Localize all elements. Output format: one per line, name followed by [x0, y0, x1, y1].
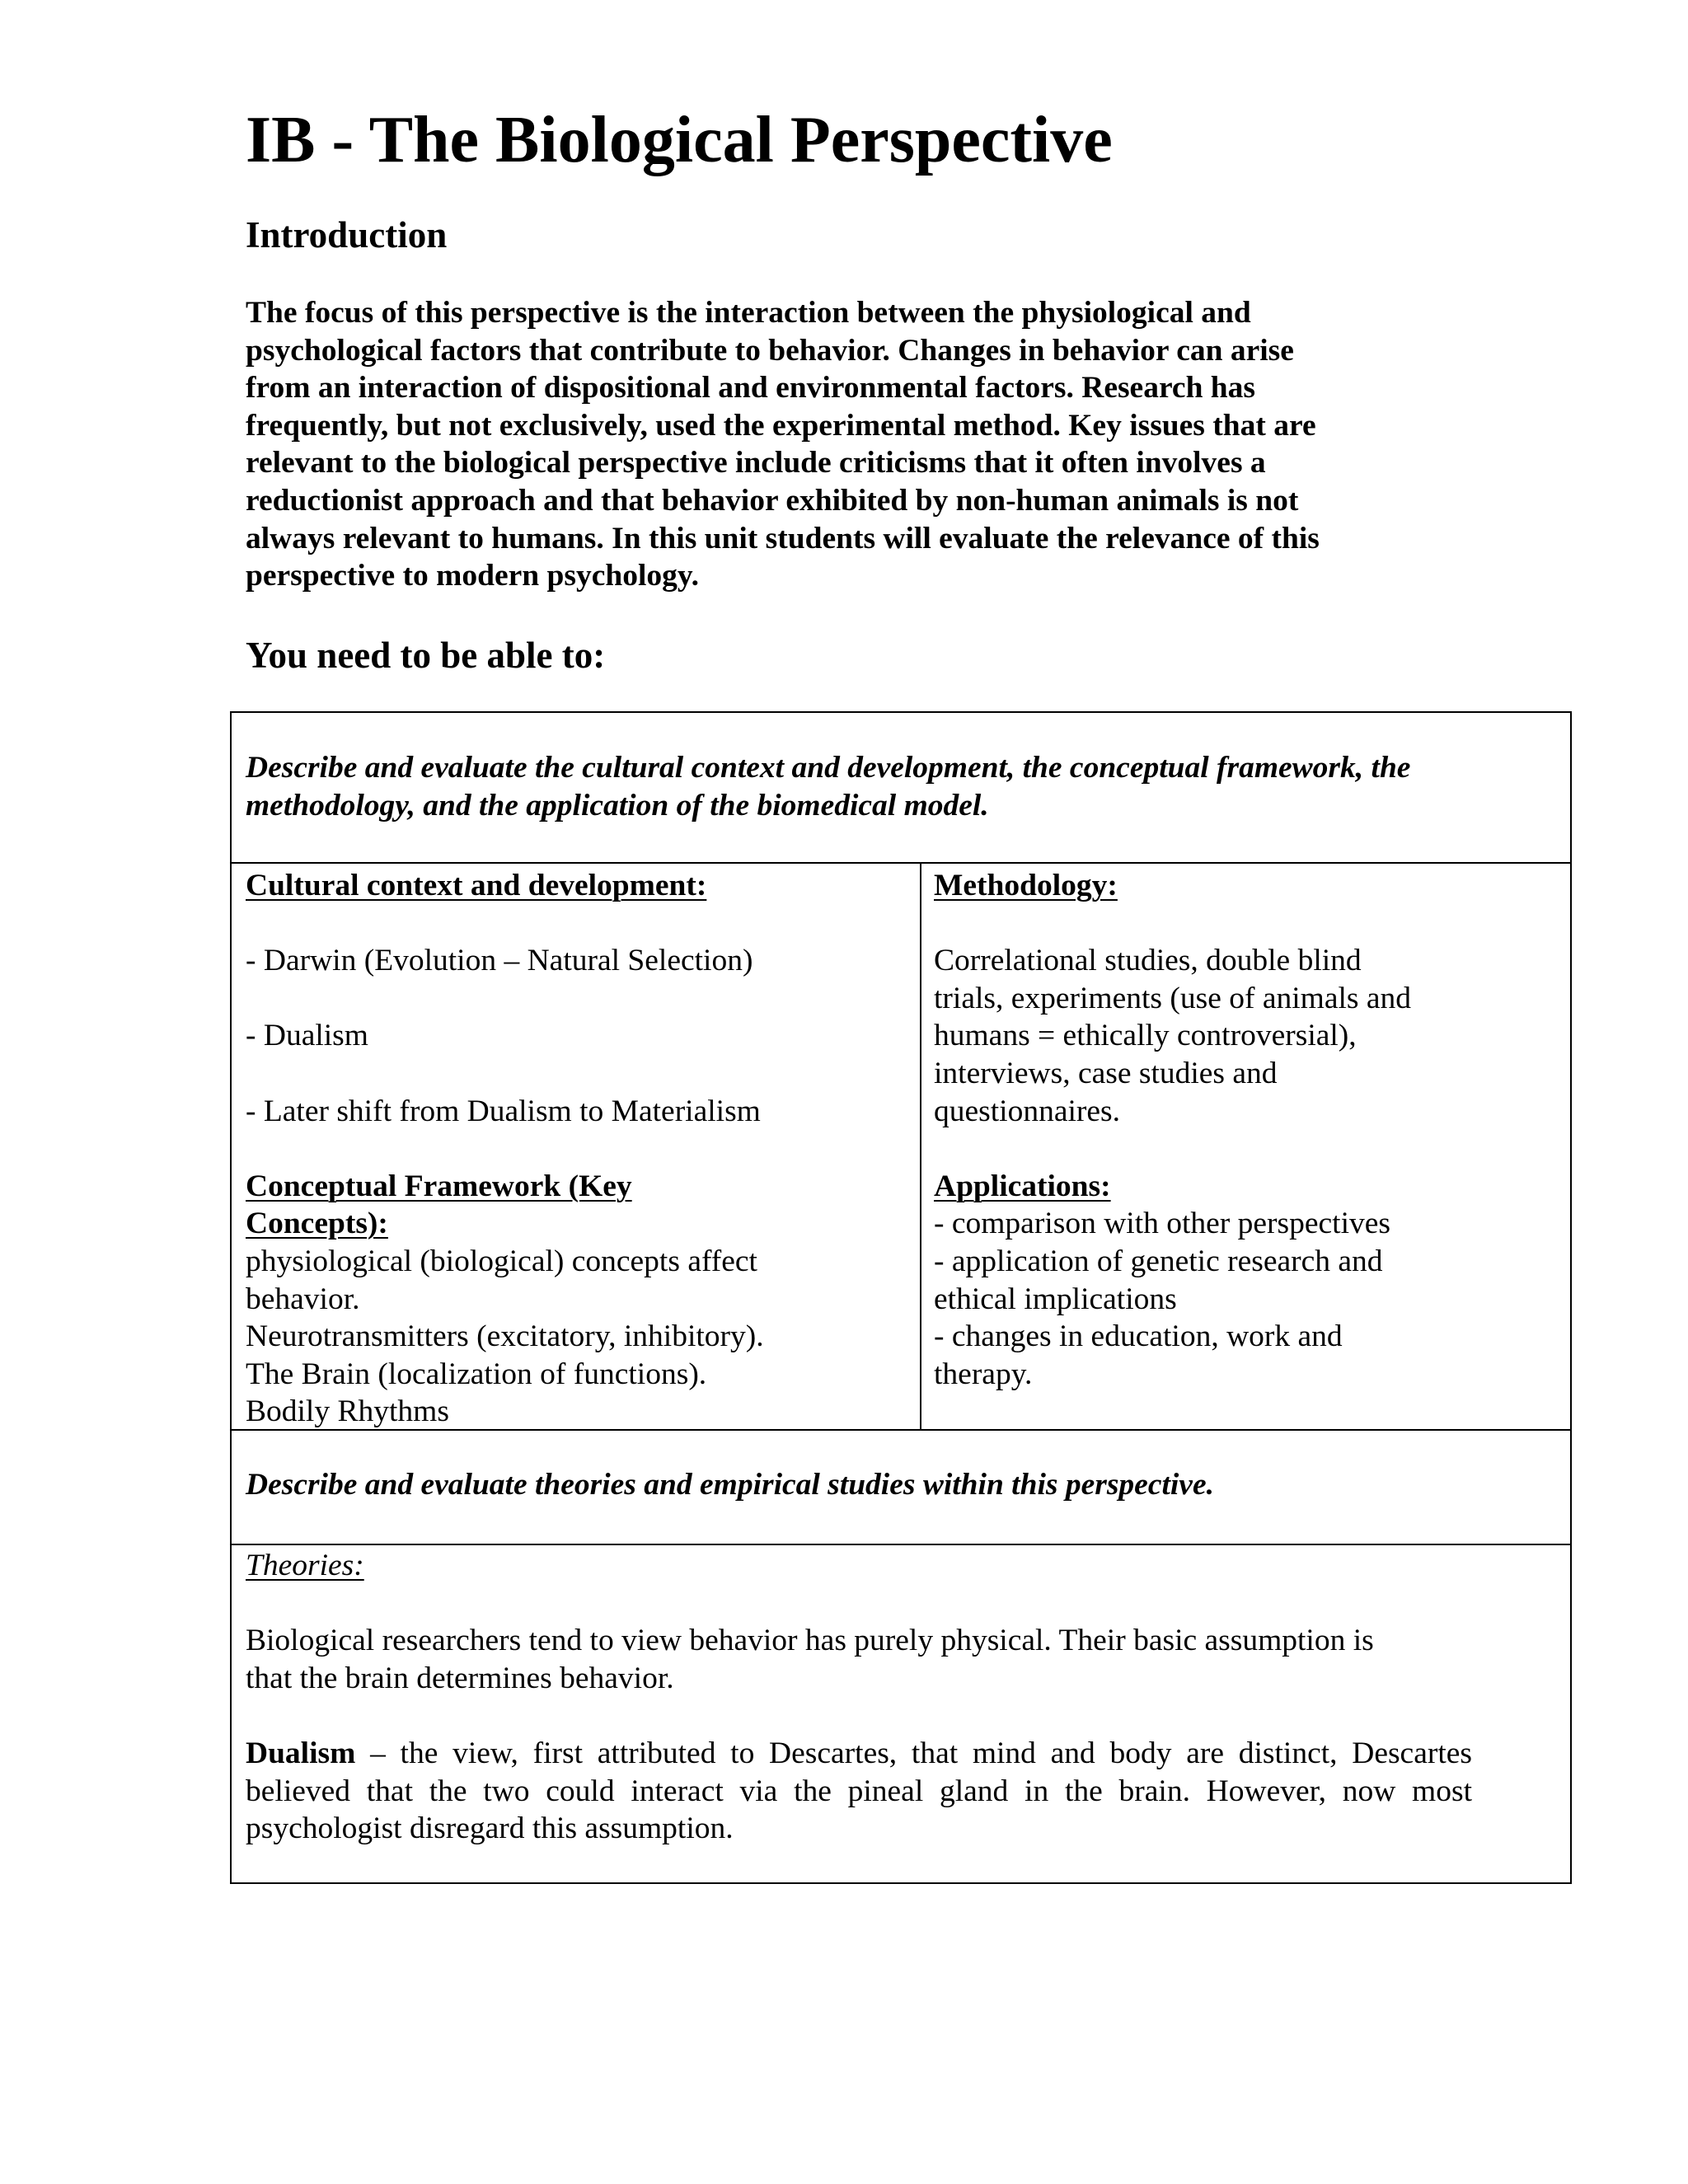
methodology-applications-cell	[934, 867, 1411, 1393]
methodology-line: trials, experiments (use of animals and	[934, 981, 1411, 1015]
intro-line: psychological factors that contribute to behavior. Changes in behavior can arise	[246, 333, 1294, 368]
cultural-item: - Dualism	[246, 1019, 368, 1053]
applications-line: - application of genetic research and	[934, 1244, 1383, 1278]
objective-cell-1	[246, 749, 1410, 824]
conceptual-item: physiological (biological) concepts affect	[246, 1244, 757, 1278]
methodology-line: Correlational studies, double blind	[934, 944, 1362, 978]
cultural-framework-cell	[246, 867, 764, 1431]
applications-line: - changes in education, work and	[934, 1319, 1343, 1354]
methodology-line: interviews, case studies and	[934, 1056, 1278, 1090]
cultural-item: - Darwin (Evolution – Natural Selection)	[246, 944, 753, 978]
theories-paragraph-line: Biological researchers tend to view behavior has purely physical. Their basic assumption is	[246, 1624, 1374, 1658]
table-divider	[232, 862, 1570, 864]
theories-heading: Theories:	[246, 1549, 364, 1582]
dualism-line: believed that the two could interact via the pineal gland in the brain. However, now most	[246, 1774, 1472, 1808]
methodology-line: questionnaires.	[934, 1094, 1120, 1128]
introduction-heading: Introduction	[246, 214, 448, 255]
conceptual-item: The Brain (localization of functions).	[246, 1357, 707, 1391]
conceptual-item: behavior.	[246, 1282, 360, 1316]
objective-cell-2	[246, 1466, 1214, 1504]
intro-line: frequently, but not exclusively, used the experimental method. Key issues that are	[246, 408, 1316, 443]
dualism-line	[246, 1735, 1472, 1773]
intro-line: always relevant to humans. In this unit students will evaluate the relevance of this	[246, 521, 1320, 555]
applications-heading: Applications:	[934, 1169, 1111, 1203]
theories-paragraph-line: that the brain determines behavior.	[246, 1661, 674, 1695]
conceptual-framework-heading: Conceptual Framework (Key	[246, 1169, 632, 1203]
conceptual-framework-heading: Concepts):	[246, 1207, 388, 1241]
cultural-context-heading: Cultural context and development:	[246, 869, 707, 902]
table-divider	[232, 1544, 1570, 1545]
objective-line: Describe and evaluate the cultural context and development, the conceptual framework, the	[246, 751, 1411, 785]
applications-line: therapy.	[934, 1357, 1033, 1391]
methodology-line: humans = ethically controversial),	[934, 1019, 1357, 1053]
intro-line: relevant to the biological perspective include criticisms that it often involves a	[246, 446, 1266, 480]
objective-line: Describe and evaluate theories and empirical studies within this perspective.	[246, 1468, 1214, 1502]
intro-line: perspective to modern psychology.	[246, 559, 699, 593]
dualism-line: psychologist disregard this assumption.	[246, 1811, 734, 1846]
column-divider	[920, 862, 921, 1429]
intro-line: from an interaction of dispositional and environmental factors. Research has	[246, 371, 1255, 405]
objective-line: methodology, and the application of the biomedical model.	[246, 788, 989, 823]
introduction-paragraph	[246, 294, 1465, 595]
applications-line: - comparison with other perspectives	[934, 1207, 1391, 1241]
conceptual-item: Neurotransmitters (excitatory, inhibitory).	[246, 1319, 764, 1354]
methodology-heading: Methodology:	[934, 869, 1118, 902]
cultural-item: - Later shift from Dualism to Materialism	[246, 1094, 761, 1128]
conceptual-item: Bodily Rhythms	[246, 1394, 449, 1429]
dualism-paragraph	[246, 1735, 1472, 1848]
dualism-term: Dualism	[246, 1736, 356, 1770]
applications-line: ethical implications	[934, 1282, 1177, 1316]
intro-line: The focus of this perspective is the interaction between the physiological and	[246, 296, 1251, 330]
requirements-heading: You need to be able to:	[246, 635, 606, 676]
page-title: IB - The Biological Perspective	[246, 104, 1113, 176]
dualism-definition: – the view, first attributed to Descartes, that mind and body are distinct, Descartes	[355, 1736, 1472, 1770]
requirements-table	[230, 711, 1572, 1884]
theories-cell	[246, 1547, 1472, 1848]
intro-line: reductionist approach and that behavior exhibited by non-human animals is not	[246, 483, 1299, 518]
